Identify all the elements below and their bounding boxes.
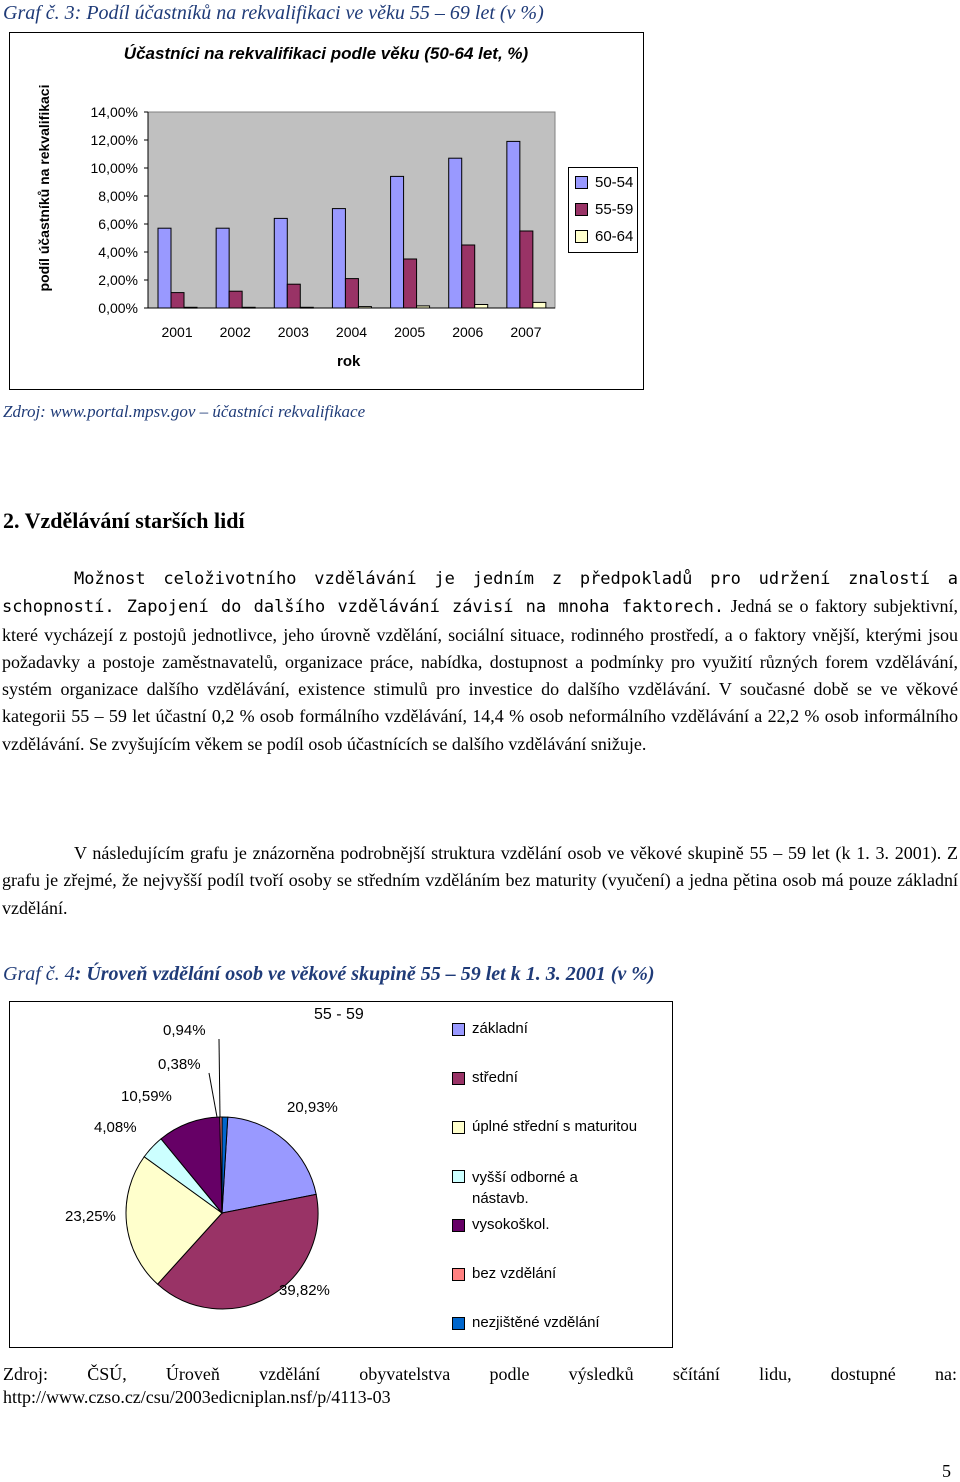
bar-chart-title: Účastníci na rekvalifikaci podle věku (50-64 let, %) bbox=[123, 44, 529, 63]
legend-swatch bbox=[575, 230, 588, 243]
pie-label-nezjistene: 0,94% bbox=[163, 1022, 206, 1039]
legend-swatch bbox=[452, 1121, 465, 1134]
legend-swatch bbox=[575, 203, 588, 216]
legend-label: bez vzdělání bbox=[472, 1265, 557, 1282]
bar bbox=[358, 307, 371, 308]
pie-label-vyssi-odborne: 4,08% bbox=[94, 1119, 137, 1136]
bar bbox=[507, 141, 520, 308]
bar bbox=[475, 305, 488, 309]
paragraph-2-text: V následujícím grafu je znázorněna podrobnější struktura vzdělání osob ve věkové skupině 55 – 59 let (k 1. 3. 2001). Z grafu je zřejmé, že nejvyšší podíl tvoří osoby se středním vzděláním bez maturity (vyučení) a jedna pětina osob má pouze základní vzdělání. bbox=[2, 843, 958, 918]
y-tick-label: 12,00% bbox=[90, 132, 138, 148]
legend-item-55-59 bbox=[575, 201, 633, 218]
legend-label: základní bbox=[472, 1020, 528, 1037]
bar-chart bbox=[0, 0, 660, 390]
bar bbox=[216, 228, 229, 308]
bar bbox=[242, 307, 255, 308]
pie-label-zakladni: 20,93% bbox=[287, 1099, 338, 1116]
pie-legend-item-stredni bbox=[452, 1069, 518, 1086]
legend-swatch bbox=[452, 1219, 465, 1232]
x-tick-label: 2001 bbox=[161, 324, 193, 340]
paragraph-1 bbox=[2, 565, 958, 758]
bar bbox=[417, 306, 430, 308]
y-axis-label: podíl účastníků na rekvalifikaci bbox=[36, 84, 52, 292]
bar bbox=[520, 231, 533, 308]
legend-swatch bbox=[452, 1072, 465, 1085]
legend-label: vysokoškol. bbox=[472, 1216, 550, 1233]
bar bbox=[184, 307, 197, 308]
legend-label: úplné střední s maturitou bbox=[472, 1118, 638, 1135]
y-tick-label: 4,00% bbox=[98, 244, 138, 260]
bar-chart-legend bbox=[568, 167, 638, 253]
legend-swatch bbox=[452, 1317, 465, 1330]
pie-chart-title: 55 - 59 bbox=[314, 1006, 364, 1023]
x-tick-label: 2007 bbox=[510, 324, 542, 340]
y-tick-label: 0,00% bbox=[98, 300, 138, 316]
y-tick-label: 10,00% bbox=[90, 160, 138, 176]
page-number: 5 bbox=[942, 1461, 951, 1481]
pie-legend-item-vyssi-odborne bbox=[452, 1167, 602, 1209]
y-tick-label: 14,00% bbox=[90, 104, 138, 120]
bar bbox=[274, 218, 287, 308]
bar bbox=[345, 279, 358, 308]
legend-label: nezjištěné vzdělání bbox=[472, 1314, 600, 1331]
pie-chart bbox=[0, 990, 460, 1350]
figure-4-title: : Úroveň vzdělání osob ve věkové skupině 55 – 59 let k 1. 3. 2001 (v %) bbox=[74, 963, 655, 985]
bar bbox=[449, 158, 462, 308]
pie-legend-item-bez-vzdelani bbox=[452, 1265, 556, 1282]
bar bbox=[287, 284, 300, 308]
pie-label-vysokoskol: 10,59% bbox=[121, 1088, 172, 1105]
legend-item-60-64 bbox=[575, 228, 633, 245]
pie-label-uplne-stredni: 23,25% bbox=[65, 1208, 116, 1225]
pie-label-bez-vzdelani: 0,38% bbox=[158, 1056, 201, 1073]
paragraph-1-intro: Možnost celoživotního vzdělávání je jedním z předpokladů pro udržení znalostí a schopností. Zapojení do dalšího vzdělávání závisí na mnoha faktorech. bbox=[2, 569, 958, 618]
figure-4-caption bbox=[3, 963, 655, 986]
pie-legend-item-nezjistene bbox=[452, 1314, 600, 1331]
bar bbox=[332, 209, 345, 308]
leader-line bbox=[209, 1073, 217, 1117]
legend-label: vyšší odborné a nástavb. bbox=[472, 1169, 578, 1207]
x-tick-label: 2004 bbox=[335, 324, 368, 340]
bar bbox=[229, 291, 242, 308]
bar bbox=[533, 302, 546, 308]
figure-4-source-line-1: Zdroj: ČSÚ, Úroveň vzdělání obyvatelstva podle výsledků sčítání lidu, dostupné na: bbox=[3, 1364, 957, 1384]
pie-legend-item-zakladni bbox=[452, 1020, 528, 1037]
figure-4-source-link[interactable]: http://www.czso.cz/csu/2003edicniplan.nsf/p/4113-03 bbox=[3, 1387, 391, 1407]
bar bbox=[171, 293, 184, 308]
x-axis-label: rok bbox=[337, 353, 361, 370]
x-tick-label: 2003 bbox=[277, 324, 309, 340]
legend-label: 55-59 bbox=[595, 201, 634, 218]
legend-swatch bbox=[575, 176, 588, 189]
legend-swatch bbox=[452, 1023, 465, 1036]
section-heading: 2. Vzdělávání starších lidí bbox=[3, 508, 245, 533]
paragraph-2 bbox=[2, 840, 958, 922]
pie-legend-item-uplne-stredni bbox=[452, 1118, 637, 1135]
y-tick-label: 2,00% bbox=[98, 272, 138, 288]
x-tick-label: 2005 bbox=[394, 324, 426, 340]
figure-3-source: Zdroj: www.portal.mpsv.gov – účastníci rekvalifikace bbox=[3, 402, 366, 421]
pie-legend-item-vysokoskol bbox=[452, 1216, 550, 1233]
bar bbox=[404, 259, 417, 308]
legend-label: 50-54 bbox=[595, 174, 634, 191]
legend-label: střední bbox=[472, 1069, 518, 1086]
bar bbox=[158, 228, 171, 308]
x-tick-label: 2006 bbox=[452, 324, 484, 340]
y-tick-label: 8,00% bbox=[98, 188, 138, 204]
legend-label: 60-64 bbox=[595, 228, 634, 245]
paragraph-1-body: Jedná se o faktory subjektivní, které vycházejí z postojů jednotlivce, jeho úrovně vzdělání, sociální situace, rodinného prostředí, a o faktory vnější, kterými jsou požadavky a postoje zaměstnavatelů, organizace práce, nabídka, dostupnost a podmínky pro využití různých forem vzdělávání, systém organizace dalšího vzdělávání, existence stimulů pro investice do dalšího vzdělávání. V současné době se ve věkové kategorii 55 – 59 let účastní 0,2 % osob formálního vzdělávání, 14,4 % osob neformálního vzdělávání a 22,2 % osob informálního vzdělávání. Se zvyšujícím věkem se podíl osob účastnících se dalšího vzdělávání snižuje. bbox=[2, 596, 958, 754]
y-tick-label: 6,00% bbox=[98, 216, 138, 232]
legend-item-50-54 bbox=[575, 174, 633, 191]
bar bbox=[391, 176, 404, 308]
figure-4-label: Graf č. 4 bbox=[3, 963, 75, 985]
legend-swatch bbox=[452, 1268, 465, 1281]
pie-label-stredni: 39,82% bbox=[279, 1282, 330, 1299]
figure-3-caption: Graf č. 3: Podíl účastníků na rekvalifikaci ve věku 55 – 69 let (v %) bbox=[3, 2, 544, 24]
leader-line bbox=[219, 1039, 220, 1117]
x-tick-label: 2002 bbox=[219, 324, 251, 340]
legend-swatch bbox=[452, 1170, 465, 1183]
bar bbox=[462, 245, 475, 308]
bar bbox=[300, 307, 313, 308]
